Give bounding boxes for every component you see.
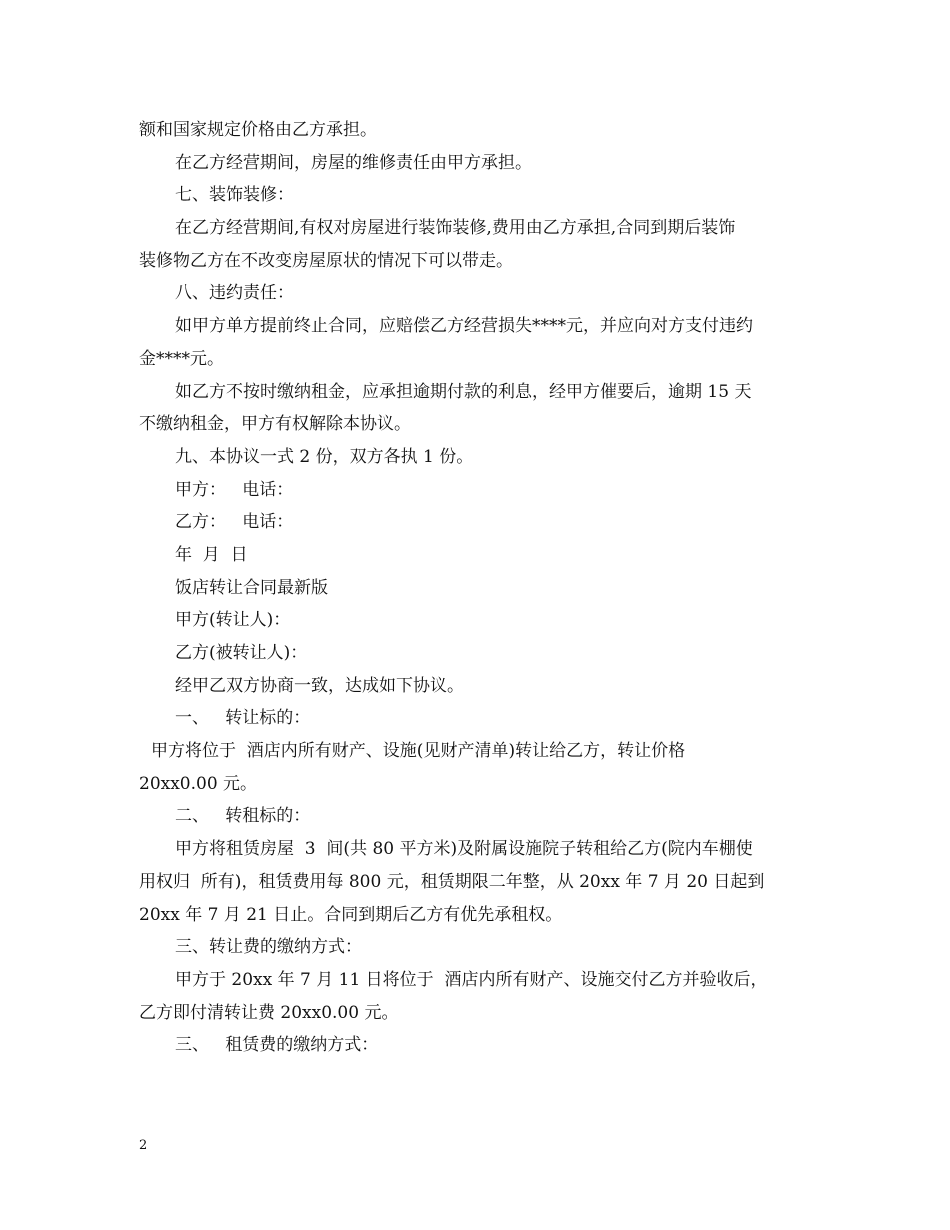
- party-line: 乙方(被转让人)：: [175, 643, 308, 663]
- text-line: 装修物乙方在不改变房屋原状的情况下可以带走。: [139, 250, 513, 271]
- text-line: 不缴纳租金，甲方有权解除本协议。: [139, 414, 411, 435]
- text-line: 如乙方不按时缴纳租金，应承担逾期付款的利息，经甲方催要后，逾期 15 天: [175, 381, 752, 402]
- text-line: 甲方将位于 酒店内所有财产、设施(见财产清单)转让给乙方，转让价格: [151, 741, 686, 762]
- text-line: 如甲方单方提前终止合同，应赔偿乙方经营损失****元，并应向对方支付违约: [175, 316, 753, 337]
- signature-line: 乙方： 电话：: [175, 512, 294, 533]
- section-heading: 九、本协议一式 2 份，双方各执 1 份。: [175, 446, 474, 467]
- page-number: 2: [139, 1138, 148, 1153]
- text-line: 在乙方经营期间，房屋的维修责任由甲方承担。: [175, 152, 532, 173]
- section-heading: 二、 转租标的：: [175, 806, 311, 827]
- section-heading: 三、 租赁费的缴纳方式：: [175, 1035, 379, 1056]
- text-line: 20xx 年 7 月 21 日止。合同到期后乙方有优先承租权。: [139, 904, 563, 925]
- text-line: 20xx0.00 元。: [139, 773, 258, 794]
- date-line: 年 月 日: [175, 544, 248, 565]
- document-title: 饭店转让合同最新版: [175, 577, 328, 598]
- section-heading: 一、 转让标的：: [175, 708, 311, 729]
- text-line: 额和国家规定价格由乙方承担。: [139, 120, 377, 140]
- text-line: 甲方将租赁房屋 3 间(共 80 平方米)及附属设施院子转租给乙方(院内车棚使: [175, 839, 753, 860]
- section-heading: 八、违约责任：: [175, 283, 294, 304]
- section-heading: 七、装饰装修：: [175, 185, 294, 206]
- text-line: 在乙方经营期间,有权对房屋进行装饰装修,费用由乙方承担,合同到期后装饰: [175, 218, 736, 239]
- text-line: 乙方即付清转让费 20xx0.00 元。: [139, 1002, 399, 1023]
- text-line: 金****元。: [139, 348, 224, 369]
- section-heading: 三、转让费的缴纳方式：: [175, 937, 362, 958]
- text-line: 经甲乙双方协商一致，达成如下协议。: [175, 675, 464, 696]
- document-body: [139, 114, 814, 1062]
- party-line: 甲方(转让人)：: [175, 610, 291, 631]
- text-line: 甲方于 20xx 年 7 月 11 日将位于 酒店内所有财产、设施交付乙方并验收后，: [175, 969, 768, 990]
- text-line: 用权归 所有)，租赁费用每 800 元，租赁期限二年整，从 20xx 年 7 月 20 日起到: [139, 871, 765, 892]
- signature-line: 甲方： 电话：: [175, 479, 294, 500]
